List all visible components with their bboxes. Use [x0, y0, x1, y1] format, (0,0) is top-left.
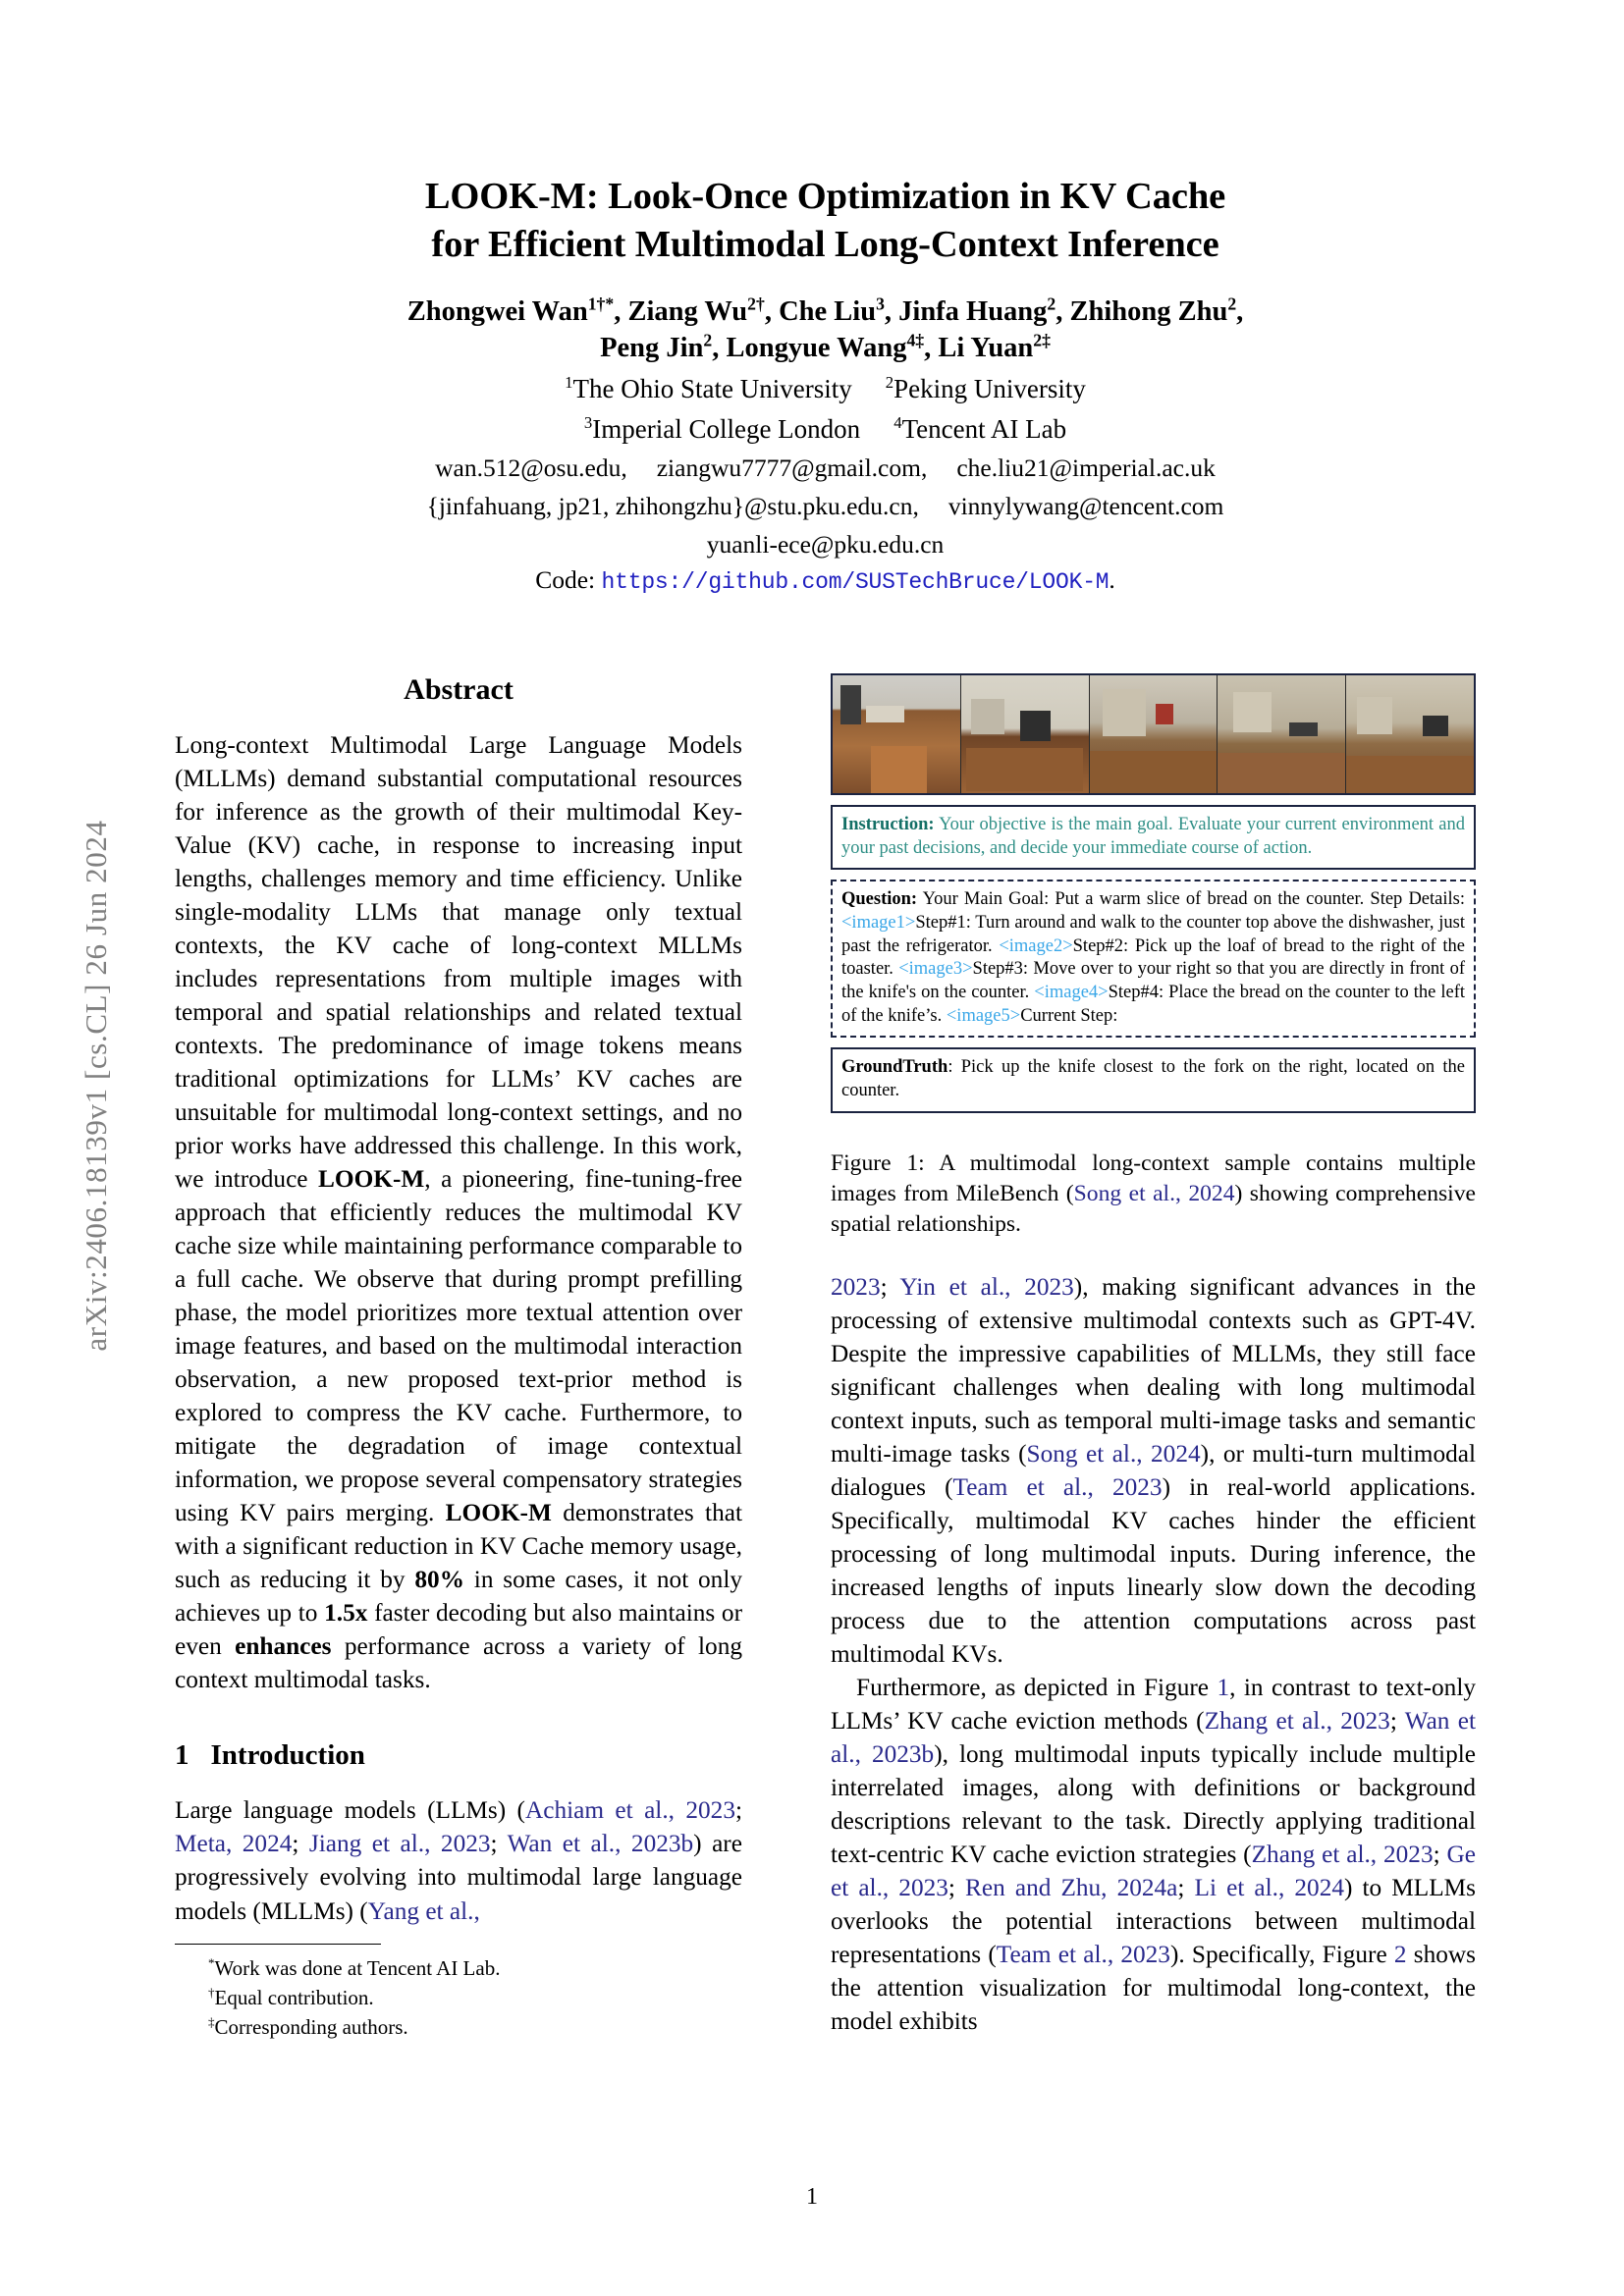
abstract-heading: Abstract: [404, 673, 514, 706]
section-number: 1: [175, 1739, 189, 1772]
arxiv-stamp: arXiv:2406.18139v1 [cs.CL] 26 Jun 2024: [79, 820, 113, 1352]
left-column: [175, 673, 742, 2042]
instruction-label: Instruction:: [841, 815, 935, 834]
intro-paragraph-1: Large language models (LLMs) (Achiam et al., 2023; Meta, 2024; Jiang et al., 2023; Wan et al., 2023b) are progressively evolving into multimodal large language models (MLLMs) (Yang et al.,: [175, 1796, 742, 1925]
groundtruth-box: [831, 1047, 1476, 1112]
footnote-2-text: Equal contribution.: [214, 1985, 374, 2009]
author-name: Zhihong Zhu$^2$: [1069, 294, 1237, 327]
code-line: [175, 565, 1476, 595]
section-title: Introduction: [210, 1739, 365, 1772]
author-line-1: Zhongwei Wan$^{1\dagger*}$, Ziang $Wu^{2\dagger}$, Che Liu$^3$, Jinfa Huang$^2$, Zhihong Zhu$^2$,: [406, 294, 1244, 327]
footnote-3-text: Corresponding authors.: [214, 2014, 408, 2039]
title-block: [175, 0, 1476, 595]
groundtruth-text: : Pick up the knife closest to the fork on the right, located on the counter.: [841, 1057, 1465, 1101]
author-name: Jinfa Huang$^2$: [898, 294, 1056, 327]
instruction-text: Your objective is the main goal. Evaluate your current environment and your past decisions, and decide your immediate course of action.: [841, 815, 1465, 858]
author-line-2: Peng Jin$^2$, Longyue Wang$^{4\ddagger}$, Li Yuan$^{2\ddagger}$: [600, 330, 1051, 364]
footnote-3-marker: ‡: [208, 2013, 215, 2029]
question-text: Your Main Goal: Put a warm slice of bread on the counter. Step Details: <image1>Step#1: Turn around and walk to the counter top above the dishwasher, just past the refrigerator. <image2>Step#2: Pick up the loaf of bread to the right of the toaster. <image3>Step#3: Move over to your right so that you are directly in front of the knife's on the counter. <image4>Step#4: Place the bread on the counter to the left of the knife’s. <image5>Current Step:: [841, 889, 1466, 1026]
email-address: {jinfahuang, jp21, zhihongzhu}@stu.pku.edu.cn,: [426, 492, 919, 521]
email-line-3: yuanli-ece@pku.edu.cn: [706, 529, 945, 559]
figure-image-5: [1346, 675, 1474, 793]
code-label: Code:: [535, 564, 596, 594]
affiliation: $^1$The Ohio State University: [565, 373, 852, 404]
author-name: Peng Jin$^2$: [600, 330, 713, 364]
question-box: [831, 880, 1476, 1038]
code-period: .: [1109, 564, 1115, 594]
right-paragraph-1: 2023; Yin et al., 2023), making significant advances in the processing of extensive multimodal contexts such as GPT-4V. Despite the impressive capabilities of MLLMs, they still face significant challenges when dealing with long multimodal context inputs, such as temporal multi-image tasks and semantic multi-image tasks (Song et al., 2024), or multi-turn multimodal dialogues (Team et al., 2023) in real-world applications. Specifically, multimodal KV caches hinder the efficient processing of long multimodal inputs. During inference, the increased lengths of inputs linearly slow down the decoding process due to the attention computations across past multimodal KVs.: [831, 1272, 1477, 1669]
footnote-3: [208, 2013, 742, 2043]
figure-1-image-strip: [831, 673, 1476, 795]
author-list: [175, 294, 1476, 368]
author-name: Zhongwei Wan$^{1\dagger*}$: [406, 294, 615, 327]
right-column: [831, 673, 1476, 2038]
title-line-2: for Efficient Multimodal Long-Context Inference: [431, 224, 1219, 266]
footnote-1-text: Work was done at Tencent AI Lab.: [214, 1956, 501, 1981]
footnote-1: [208, 1954, 742, 1984]
groundtruth-label: GroundTruth: [841, 1057, 948, 1078]
footnote-2-marker: †: [208, 1984, 215, 2000]
email-line-2: [175, 490, 1476, 524]
footnote-rule: [175, 1944, 381, 1946]
footnote-2: [208, 1984, 742, 2013]
affiliation: $^2$Peking University: [885, 373, 1086, 404]
page-title: [175, 173, 1476, 270]
instruction-box: [831, 805, 1476, 870]
figure-image-2: [961, 675, 1090, 793]
affiliation: $^3$Imperial College London: [583, 413, 861, 445]
author-name: Che Liu$^3$: [779, 294, 885, 327]
figure-1-caption: Figure 1: A multimodal long-context sample contains multiple images from MileBench (Song et al., 2024) showing comprehensive spatial relationships.: [831, 1149, 1477, 1238]
code-url-link[interactable]: https://github.com/SUSTechBruce/LOOK-M: [601, 568, 1110, 595]
author-name: Li Yuan$^{2\ddagger}$: [938, 330, 1051, 364]
section-heading-introduction: [175, 1739, 742, 1772]
footnote-1-marker: *: [208, 1955, 215, 1971]
email-address: wan.512@osu.edu,: [435, 454, 627, 483]
email-address: vinnylywang@tencent.com: [947, 492, 1224, 521]
affiliation: $^4$Tencent AI Lab: [893, 413, 1067, 445]
figure-1: [831, 673, 1476, 1241]
email-address: che.liu21@imperial.ac.uk: [956, 454, 1216, 483]
author-name: Ziang $Wu^{2\dagger}$: [627, 294, 765, 327]
right-paragraph-2: Furthermore, as depicted in Figure 1, in contrast to text-only LLMs’ KV cache eviction methods (Zhang et al., 2023; Wan et al., 2023b), long multimodal inputs typically include multiple interrelated images, along with definitions or background descriptions relevant to the task. Directly applying traditional text-centric KV cache eviction strategies (Zhang et al., 2023; Ge et al., 2023; Ren and Zhu, 2024a; Li et al., 2024) to MLLMs overlooks the potential interactions between multimodal representations (Team et al., 2023). Specifically, Figure 2 shows the attention visualization for multimodal long-context, the model exhibits: [831, 1674, 1477, 2036]
figure-image-1: [833, 675, 961, 793]
affiliation-line-1: [175, 372, 1476, 407]
question-label: Question:: [841, 889, 918, 910]
figure-image-3: [1090, 675, 1218, 793]
email-address: ziangwu7777@gmail.com,: [656, 454, 928, 483]
affiliation-line-2: [175, 412, 1476, 448]
figure-image-4: [1218, 675, 1346, 793]
page-number: 1: [806, 2184, 818, 2210]
abstract-paragraph: Long-context Multimodal Large Language Models (MLLMs) demand substantial computational resources for inference as the growth of their multimodal Key-Value (KV) cache, in response to increasing input lengths, challenges memory and time efficiency. Unlike single-modality LLMs that manage only textual contexts, the KV cache of long-context MLLMs includes representations from multiple images with temporal and spatial relationships and related textual contexts. The predominance of image tokens means traditional optimizations for LLMs’ KV caches are unsuitable for multimodal long-context settings, and no prior works have addressed this challenge. In this work, we introduce LOOK-M, a pioneering, fine-tuning-free approach that efficiently reduces the multimodal KV cache size while maintaining performance comparable to a full cache. We observe that during prompt prefilling phase, the model prioritizes more textual attention over image features, and based on the multimodal interaction observation, a new proposed text-prior method is explored to compress the KV cache. Furthermore, to mitigate the degradation of image contextual information, we propose several compensatory strategies using KV pairs merging. LOOK-M demonstrates that with a significant reduction in KV Cache memory usage, such as reducing it by 80% in some cases, it not only achieves up to 1.5x faster decoding but also maintains or even enhances performance across a variety of long context multimodal tasks.: [175, 731, 743, 1694]
title-line-1: LOOK-M: Look-Once Optimization in KV Cache: [424, 176, 1226, 217]
email-line-1: [175, 452, 1476, 486]
author-name: Longyue Wang$^{4\ddagger}$: [726, 330, 925, 364]
two-column-body: [175, 673, 1476, 2146]
